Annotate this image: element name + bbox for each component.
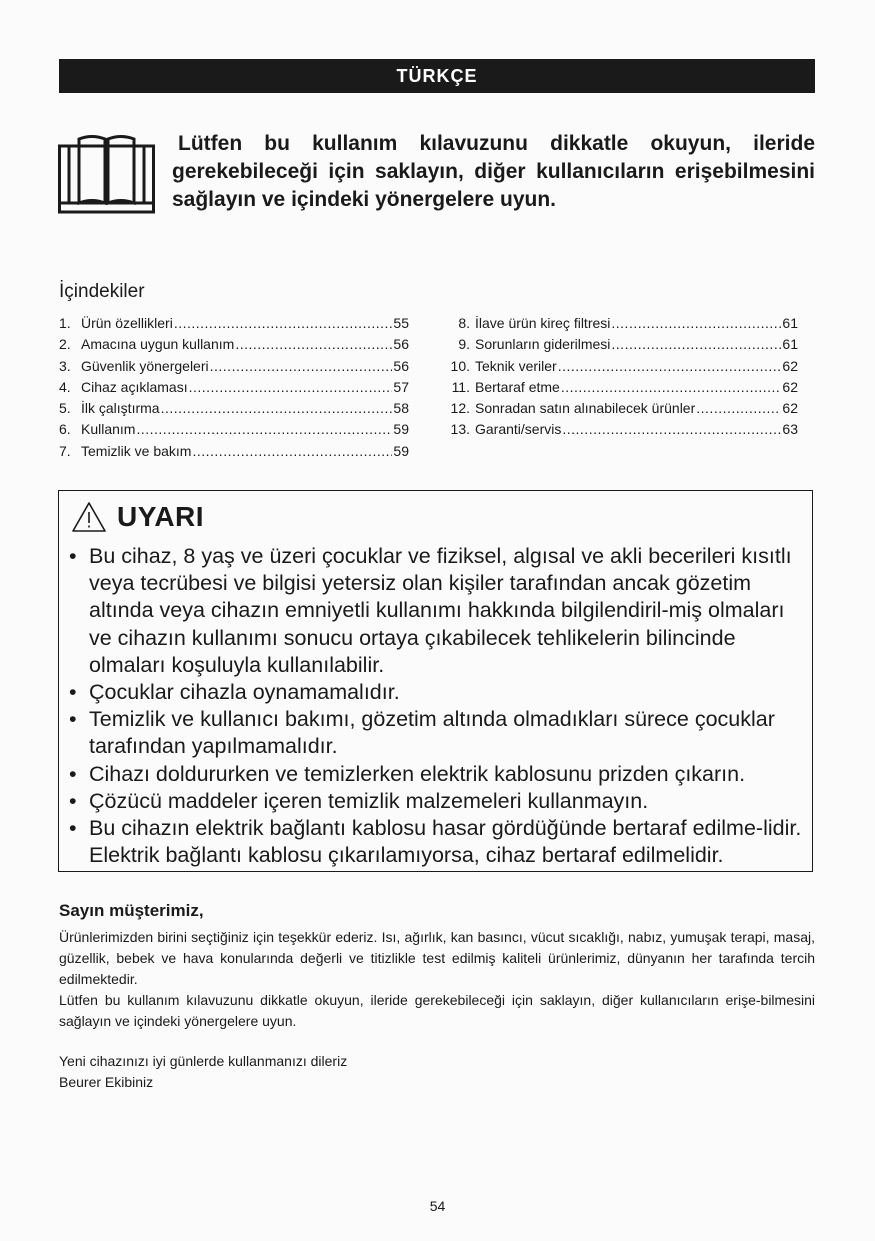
toc-num: 2.	[59, 336, 71, 353]
toc-page: 59	[393, 421, 409, 438]
toc-item[interactable]	[59, 313, 409, 334]
toc-label: Güvenlik yönergeleri	[81, 357, 209, 374]
signature-line: Beurer Ekibiniz	[59, 1074, 154, 1090]
toc-page: 58	[393, 400, 409, 417]
toc-dots	[210, 356, 393, 377]
toc-label: Teknik veriler	[475, 357, 557, 374]
warning-item: • Bu cihazın elektrik bağlantı kablosu hasar gördüğünde bertaraf edilme-lidir. Elektrik bağlantı kablosu çıkarılamıyorsa, cihaz bertaraf edilmelidir.	[69, 815, 809, 869]
warning-list	[69, 543, 809, 869]
page-number: 54	[429, 1198, 446, 1214]
toc-num: 8.	[458, 315, 470, 331]
toc-item[interactable]	[448, 334, 798, 355]
greeting-paragraph: Lütfen bu kullanım kılavuzunu dikkatle okuyun, ileride gerekebileceği için saklayın, diğer kullanıcıların erişe-bilmesini sağlayın ve içindeki yönergelere uyun.	[59, 992, 815, 1029]
toc-item[interactable]	[59, 356, 409, 377]
toc-item[interactable]	[448, 398, 798, 419]
toc-page: 62	[782, 378, 798, 395]
toc-page: 61	[782, 336, 798, 353]
toc-page: 56	[393, 336, 409, 353]
toc-item[interactable]	[448, 377, 798, 398]
toc-item[interactable]	[59, 334, 409, 355]
toc-num: 13.	[450, 421, 470, 438]
warning-item: • Bu cihaz, 8 yaş ve üzeri çocuklar ve fiziksel, algısal ve akli becerileri kısıtlı veya tecrübesi ve bilgisi yetersiz olan kişiler tarafından ancak gözetim altında veya cihazın emniyetli kullanımı hakkında bilgilendiril-miş olmaları ve cihazın kullanımı sonucu ortaya çıkabilecek tehlikelerin bilincinde olmaları koşuluyla kullanılabilir.	[69, 543, 809, 679]
toc-page: 56	[393, 357, 409, 374]
toc-dots	[611, 334, 781, 355]
toc-item[interactable]	[59, 419, 409, 440]
greeting-body	[59, 927, 815, 1032]
warning-item: • Çözücü maddeler içeren temizlik malzemeleri kullanmayın.	[69, 788, 809, 815]
toc-item[interactable]	[448, 313, 798, 334]
warning-item: • Cihazı doldururken ve temizlerken elektrik kablosunu prizden çıkarın.	[69, 761, 809, 788]
toc-dots	[561, 377, 782, 398]
greeting-paragraph: Ürünlerimizden birini seçtiğiniz için teşekkür ederiz. Isı, ağırlık, kan basıncı, vücut sıcaklığı, nabız, yumuşak terapi, masaj, güzellik, bebek ve hava konularında değerli ve titizlikle test edilmiş kaliteli ürünlerimiz, dünyanın her tarafında tercih edilmektedir.	[59, 929, 815, 987]
toc-page: 55	[393, 315, 409, 331]
warning-header	[71, 501, 204, 533]
toc-item[interactable]	[59, 441, 409, 462]
warning-title: UYARI	[117, 501, 205, 532]
closing-line: Yeni cihazınızı iyi günlerde kullanmanızı dileriz	[59, 1053, 348, 1069]
toc-dots	[696, 398, 781, 419]
toc-label: İlave ürün kireç filtresi	[475, 315, 611, 331]
language-header	[59, 59, 815, 93]
toc-num: 4.	[59, 378, 71, 395]
toc-page: 59	[393, 442, 409, 459]
closing-text	[59, 1051, 347, 1093]
toc-num: 7.	[59, 442, 71, 459]
toc-label: Sorunların giderilmesi	[475, 336, 611, 353]
toc-dots	[192, 441, 392, 462]
toc-num: 10.	[450, 357, 470, 374]
warning-box	[58, 490, 813, 872]
toc-num: 12.	[450, 400, 470, 417]
toc-page: 63	[782, 421, 798, 438]
greeting-title: Sayın müşterimiz,	[59, 901, 204, 920]
toc-label: Garanti/servis	[475, 421, 562, 438]
toc-num: 11.	[451, 378, 470, 395]
toc-item[interactable]	[59, 377, 409, 398]
toc-page: 62	[782, 357, 798, 374]
toc-label: İlk çalıştırma	[81, 400, 160, 417]
toc-item[interactable]	[448, 419, 798, 440]
toc-dots	[189, 377, 393, 398]
toc-num: 5.	[59, 400, 71, 417]
toc-label: Cihaz açıklaması	[81, 378, 188, 395]
toc-label: Bertaraf etme	[475, 378, 560, 395]
toc-right-column	[448, 313, 798, 441]
toc-dots	[235, 334, 392, 355]
toc-dots	[611, 313, 781, 334]
toc-label: Temizlik ve bakım	[81, 442, 192, 459]
toc-num: 9.	[458, 336, 470, 353]
toc-dots	[136, 419, 392, 440]
intro-text: Lütfen bu kullanım kılavuzunu dikkatle okuyun, ileride gerekebileceği için saklayın, diğer kullanıcıların erişebilmesini sağlayın ve içindeki yönergelere uyun.	[172, 132, 815, 211]
warning-item: • Çocuklar cihazla oynamamalıdır.	[69, 679, 809, 706]
toc-item[interactable]	[448, 356, 798, 377]
book-icon	[58, 132, 155, 214]
toc-page: 61	[782, 315, 798, 331]
toc-title: İçindekiler	[59, 281, 145, 302]
language-label: TÜRKÇE	[396, 65, 478, 86]
warning-triangle-icon	[71, 501, 107, 533]
toc-num: 3.	[59, 357, 71, 374]
toc-dots	[161, 398, 393, 419]
toc-left-column	[59, 313, 409, 462]
warning-item: • Temizlik ve kullanıcı bakımı, gözetim altında olmadıkları sürece çocuklar tarafından yapılmamalıdır.	[69, 706, 809, 760]
toc-page: 62	[782, 400, 798, 417]
toc-dots	[174, 313, 393, 334]
toc-dots	[558, 356, 782, 377]
toc-dots	[562, 419, 781, 440]
toc-label: Amacına uygun kullanım	[81, 336, 235, 353]
toc-label: Ürün özellikleri	[81, 315, 173, 331]
toc-page: 57	[393, 378, 409, 395]
toc-label: Sonradan satın alınabilecek ürünler	[475, 400, 696, 417]
toc-label: Kullanım	[81, 421, 136, 438]
toc-num: 6.	[59, 421, 71, 438]
toc-item[interactable]	[59, 398, 409, 419]
toc-num: 1.	[59, 315, 71, 331]
